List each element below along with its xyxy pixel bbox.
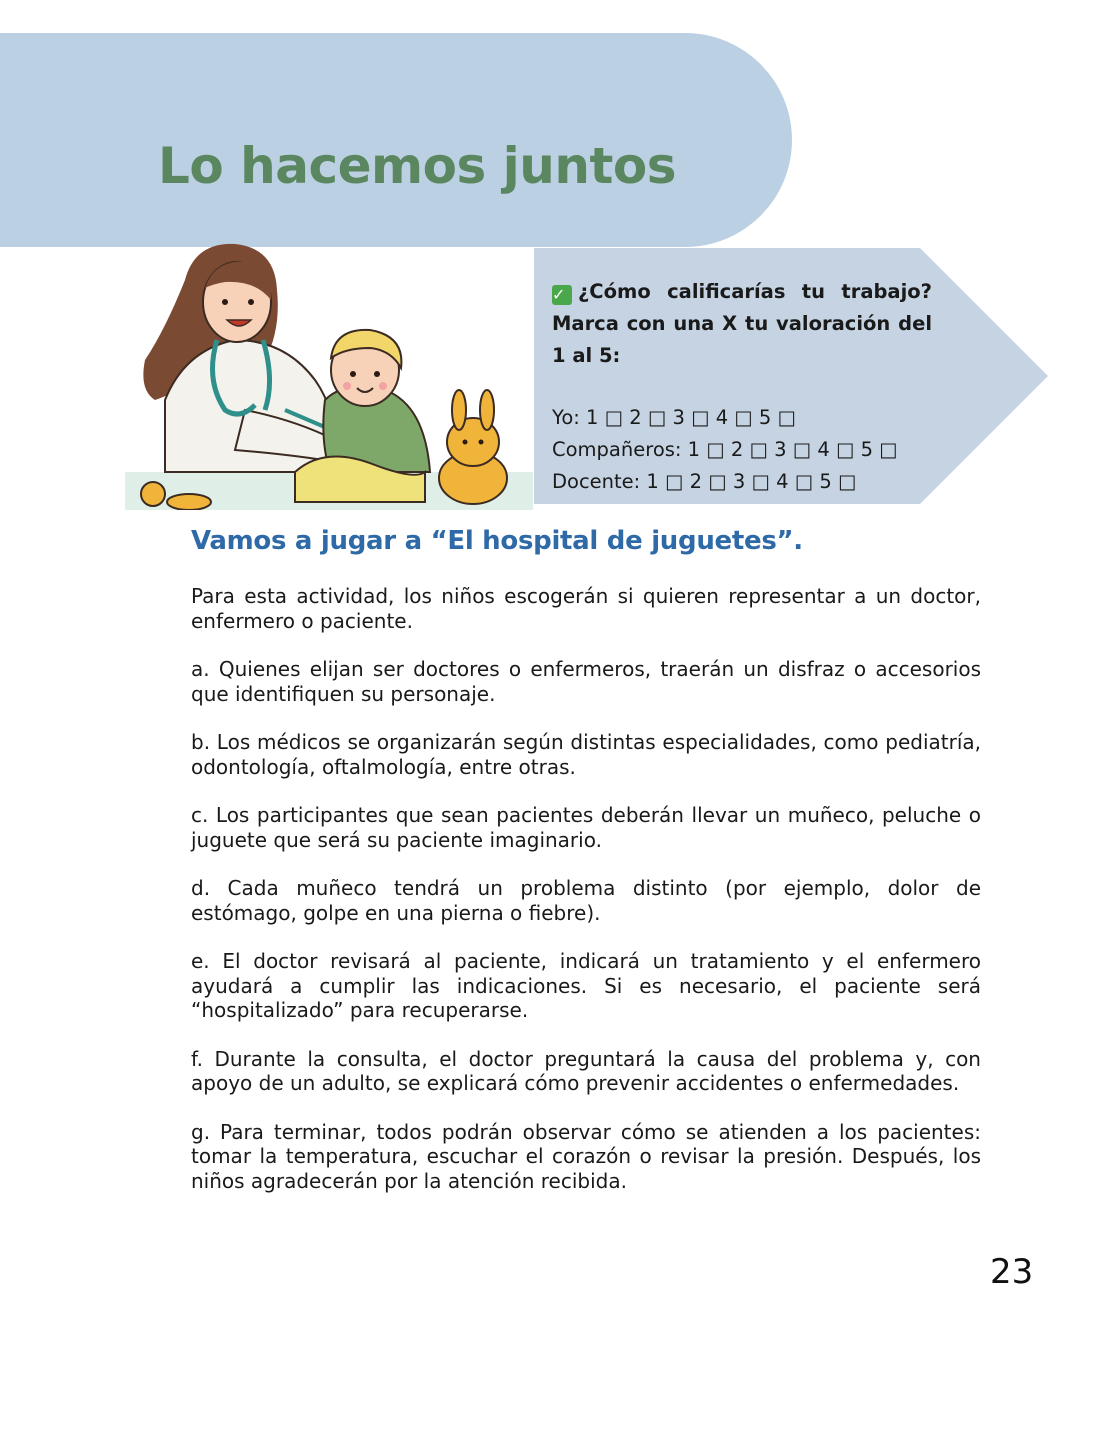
paragraph-g: g. Para terminar, todos podrán observar cómo se atienden a los pacientes: tomar la temperatura, escuchar el corazón o revisar la presión. Después, los niños agradecerán por la atención recibida. (191, 1119, 981, 1193)
rating-question-text: ¿Cómo calificarías tu trabajo? Marca con una X tu valoración del 1 al 5: (552, 280, 932, 367)
page-title: Lo hacemos juntos (158, 137, 676, 195)
rating-question (552, 276, 932, 372)
activity-title: Vamos a jugar a “El hospital de juguetes”. (191, 526, 803, 556)
paragraph-a: a. Quienes elijan ser doctores o enfermeros, traerán un disfraz o accesorios que identifiquen su personaje. (191, 657, 981, 706)
rating-line-self[interactable]: Yo: 1 □ 2 □ 3 □ 4 □ 5 □ (552, 406, 796, 429)
paragraph-c: c. Los participantes que sean pacientes deberán llevar un muñeco, peluche o juguete que será su paciente imaginario. (191, 803, 981, 852)
rating-line-teacher[interactable]: Docente: 1 □ 2 □ 3 □ 4 □ 5 □ (552, 470, 857, 493)
page-number: 23 (990, 1252, 1034, 1292)
doctor-child-illustration (125, 240, 533, 510)
paragraph-intro: Para esta actividad, los niños escogerán si quieren representar a un doctor, enfermero o paciente. (191, 584, 981, 633)
paragraph-f: f. Durante la consulta, el doctor preguntará la causa del problema y, con apoyo de un adulto, se explicará cómo prevenir accidentes o enfermedades. (191, 1046, 981, 1095)
paragraph-e: e. El doctor revisará al paciente, indicará un tratamiento y el enfermero ayudará a cumplir las indicaciones. Si es necesario, el paciente será “hospitalizado” para recuperarse. (191, 949, 981, 1022)
paragraph-d: d. Cada muñeco tendrá un problema distinto (por ejemplo, dolor de estómago, golpe en una pierna o fiebre). (191, 876, 981, 925)
paragraph-b: b. Los médicos se organizarán según distintas especialidades, como pediatría, odontología, oftalmología, entre otras. (191, 730, 981, 779)
activity-instructions (191, 584, 981, 1217)
check-mark-icon: ✓ (552, 285, 572, 305)
rating-line-peers[interactable]: Compañeros: 1 □ 2 □ 3 □ 4 □ 5 □ (552, 438, 898, 461)
self-assessment (552, 276, 932, 498)
